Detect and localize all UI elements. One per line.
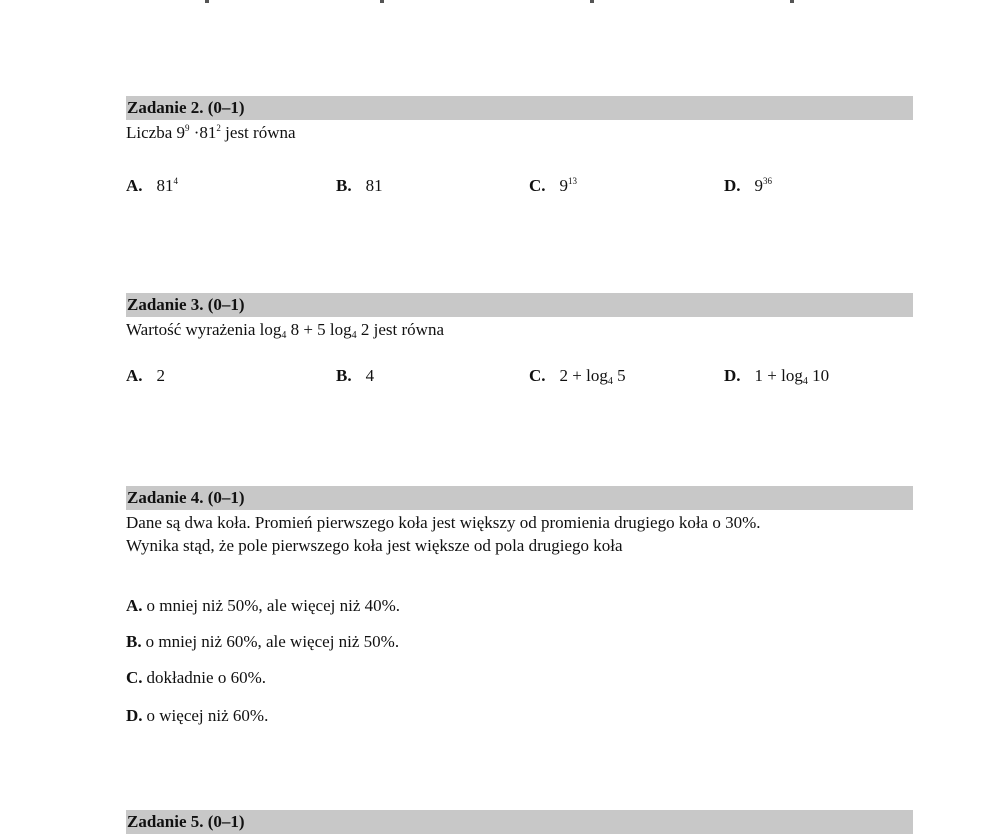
- task-2-question: [126, 121, 913, 144]
- q-exponent: 9: [185, 123, 190, 133]
- answer-c[interactable]: C. $2 + \log_4 5$: [529, 366, 626, 387]
- task-3-header: Zadanie 3. (0–1): [126, 293, 913, 317]
- question-line-1: Dane są dwa koła. Promień pierwszego koła jest większy od promienia drugiego koła o 30%.: [126, 513, 761, 532]
- answer-d[interactable]: D. o więcej niż 60%.: [126, 706, 269, 725]
- task-2-header: Zadanie 2. (0–1): [126, 96, 913, 120]
- answer-b[interactable]: B. 81: [336, 176, 383, 195]
- question-line-2: Wynika stąd, że pole pierwszego koła jest większe od pola drugiego koła: [126, 536, 623, 555]
- q-text: Liczba 9: [126, 123, 185, 142]
- answer-a[interactable]: A. $81^4$: [126, 176, 179, 195]
- q-text: jest równa: [220, 123, 296, 142]
- task-5-header: Zadanie 5. (0–1): [126, 810, 913, 834]
- task-5: [126, 810, 913, 834]
- answer-c[interactable]: C. $9^{13}$: [529, 176, 578, 195]
- answer-b[interactable]: B. o mniej niż 60%, ale więcej niż 50%.: [126, 632, 400, 651]
- answer-a[interactable]: A. 2: [126, 366, 166, 385]
- task-2-answers: [126, 174, 913, 198]
- answer-d[interactable]: D. $1 + \log_4 10$: [724, 366, 830, 387]
- task-4-header: Zadanie 4. (0–1): [126, 486, 913, 510]
- previous-page-remnant: [0, 0, 994, 6]
- task-3: [126, 293, 913, 387]
- answer-b[interactable]: B. 4: [336, 366, 375, 385]
- task-4: [126, 486, 913, 725]
- q-text: ·81: [189, 123, 217, 142]
- answer-d[interactable]: D. $9^{36}$: [724, 176, 773, 195]
- task-3-answers: [126, 364, 913, 388]
- task-4-question: [126, 511, 913, 557]
- q-exponent: 2: [216, 123, 221, 133]
- answer-c[interactable]: C. dokładnie o 60%.: [126, 668, 266, 687]
- task-3-question: Wartość wyrażenia $\log_4 8 + 5$ $\log_4 2$ jest równa: [126, 320, 444, 341]
- task-2: [126, 96, 913, 195]
- answer-a[interactable]: A. o mniej niż 50%, ale więcej niż 40%.: [126, 596, 401, 615]
